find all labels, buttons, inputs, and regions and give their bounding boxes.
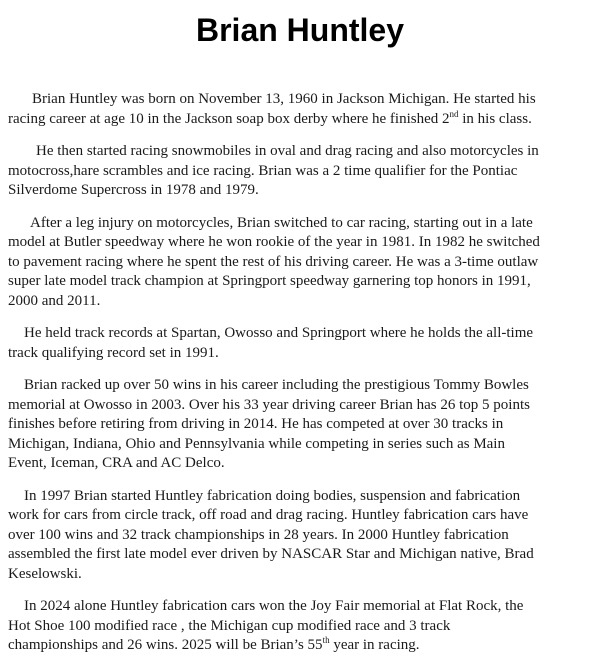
text-line: racing career at age 10 in the Jackson soap box derby where he finished 2nd in his class. bbox=[8, 108, 532, 127]
paragraph-birth bbox=[8, 90, 594, 129]
text-line: model at Butler speedway where he won rookie of the year in 1981. In 1982 he switched bbox=[8, 234, 540, 250]
document-title: Brian Huntley bbox=[195, 12, 405, 48]
text-line: motocross,hare scrambles and ice racing. Brian was a 2 time qualifier for the Pontiac bbox=[8, 162, 518, 179]
paragraph-fabrication bbox=[8, 487, 594, 585]
paragraph-track-records bbox=[8, 324, 594, 363]
text-line: Event, Iceman, CRA and AC Delco. bbox=[8, 455, 225, 471]
text-line: He held track records at Spartan, Owosso and Springport where he holds the all-time bbox=[24, 325, 534, 341]
text-line: memorial at Owosso in 2003. Over his 33 year driving career Brian has 26 top 5 points bbox=[8, 396, 530, 413]
text-line: Brian racked up over 50 wins in his career including the prestigious Tommy Bowles bbox=[24, 377, 529, 393]
text-line: track qualifying record set in 1991. bbox=[8, 344, 219, 361]
document-body bbox=[8, 90, 594, 669]
text-line: Michigan, Indiana, Ohio and Pennsylvania while competing in series such as Main bbox=[8, 435, 505, 452]
text-line: After a leg injury on motorcycles, Brian switched to car racing, starting out in a late bbox=[30, 214, 533, 231]
ordinal-suffix: nd bbox=[449, 108, 459, 119]
paragraph-snowmobiles bbox=[8, 142, 594, 201]
text-line: to pavement racing where he spent the rest of his driving career. He was a 3-time outlaw bbox=[8, 253, 539, 270]
text-line: finishes before retiring from driving in 2014. He has competed at over 30 tracks in bbox=[8, 416, 504, 432]
text-line: Brian Huntley was born on November 13, 1960 in Jackson Michigan. He started his bbox=[32, 91, 536, 107]
text-line: Keselowski. bbox=[8, 565, 82, 582]
text-line: He then started racing snowmobiles in oval and drag racing and also motorcycles in bbox=[36, 143, 539, 159]
paragraph-wins bbox=[8, 376, 594, 474]
text-line: Hot Shoe 100 modified race , the Michigan cup modified race and 3 track bbox=[8, 617, 451, 634]
text-line: super late model track champion at Springport speedway garnering top honors in 1991, bbox=[8, 273, 531, 289]
text-line: work for cars from circle track, off road and drag racing. Huntley fabrication cars have bbox=[8, 507, 529, 523]
paragraph-2024-season bbox=[8, 597, 594, 656]
paragraph-car-racing bbox=[8, 214, 594, 312]
text-line: In 2024 alone Huntley fabrication cars won the Joy Fair memorial at Flat Rock, the bbox=[24, 598, 524, 614]
ordinal-suffix: th bbox=[322, 635, 330, 645]
text-line: Silverdome Supercross in 1978 and 1979. bbox=[8, 182, 259, 198]
text-line: In 1997 Brian started Huntley fabrication doing bodies, suspension and fabrication bbox=[24, 487, 521, 504]
text-line: 2000 and 2011. bbox=[8, 292, 101, 309]
text-line: over 100 wins and 32 track championships in 28 years. In 2000 Huntley fabrication bbox=[8, 526, 509, 543]
text-line: championships and 26 wins. 2025 will be Brian’s 55th year in racing. bbox=[8, 635, 420, 653]
text-line: assembled the first late model ever driven by NASCAR Star and Michigan native, Brad bbox=[8, 546, 534, 562]
